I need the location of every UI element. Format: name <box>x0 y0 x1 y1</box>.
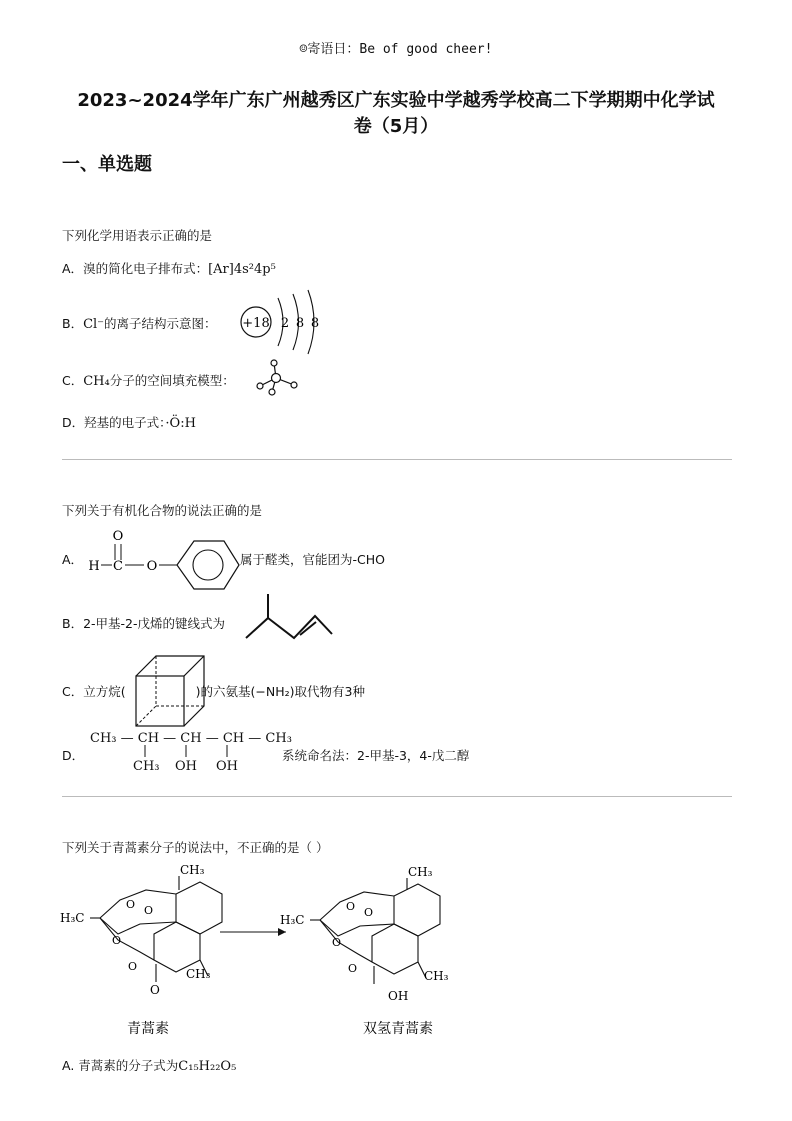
label-artemisinin-name: 青蒿素 <box>127 1021 169 1037</box>
cubane-structure <box>134 654 206 730</box>
phenyl-formate-structure <box>84 524 244 590</box>
option-prefix: A． <box>62 261 84 276</box>
shell-electrons-2: 8 <box>295 316 305 331</box>
q1-option-b <box>62 314 217 332</box>
dihydroartemisinin-structure <box>310 878 440 984</box>
q1-option-a <box>62 259 276 277</box>
formula: CH₄ <box>83 374 110 389</box>
svg-text:O: O <box>332 936 342 949</box>
q1-stem: 下列化学用语表示正确的是 <box>62 228 213 243</box>
q2-option-a-text: 属于醛类，官能团为-CHO <box>240 552 385 567</box>
q2-option-b <box>62 614 225 632</box>
option-prefix: C． <box>62 684 84 699</box>
q3-stem: 下列关于青蒿素分子的说法中，不正确的是（ ） <box>62 840 329 855</box>
divider <box>62 459 732 460</box>
shell-electrons-1: 2 <box>280 316 290 331</box>
svg-text:O: O <box>112 934 122 947</box>
option-text: 溴的简化电子排布式： <box>83 261 209 276</box>
option-prefix: D． <box>62 415 85 430</box>
substituent-hydroxyl-4: OH <box>216 759 238 774</box>
label-oh: OH <box>388 989 409 1003</box>
reaction-arrowhead <box>278 928 286 936</box>
title-line-1: 2023~2024学年广东广州越秀区广东实验中学越秀学校高二下学期期中化学试 <box>77 90 715 111</box>
atom-label-c: C <box>113 559 123 574</box>
q2-option-d-text: 系统命名法：2-甲基-3，4-戊二醇 <box>282 748 470 763</box>
label-ch3-right-molecule: CH₃ <box>424 969 449 983</box>
ion-structure-diagram <box>234 286 329 358</box>
shell-electrons-3: 8 <box>310 316 320 331</box>
option-text: 青蒿素的分子式为 <box>78 1058 179 1073</box>
atom-label-o2: O <box>146 559 158 574</box>
title-line-2: 卷（5月） <box>353 116 439 137</box>
substituent-bonds <box>90 745 280 759</box>
label-h3c: H₃C <box>60 911 85 925</box>
formula: C₁₅H₂₂O₅ <box>178 1059 237 1074</box>
q2-option-a-prefix: A． <box>62 552 84 567</box>
option-text: 羟基的电子式： <box>84 415 166 430</box>
svg-text:O: O <box>144 904 154 917</box>
substituent-methyl: CH₃ <box>133 759 160 774</box>
artemisinin-reaction-scheme <box>58 860 458 1045</box>
label-ch3-top-right-molecule: CH₃ <box>408 865 433 879</box>
substituent-hydroxyl-3: OH <box>175 759 197 774</box>
q1-option-d <box>62 413 196 431</box>
formula: [Ar]4s²4p⁵ <box>208 262 276 277</box>
skeletal-formula-2-methyl-2-pentene <box>244 590 336 644</box>
q2-option-d-prefix: D． <box>62 748 85 763</box>
label-h3c-right-molecule: H₃C <box>280 913 305 927</box>
option-text-2: )的六氨基(−NH₂)取代物有3种 <box>195 684 365 699</box>
aromatic-circle <box>193 550 223 580</box>
q2-stem: 下列关于有机化合物的说法正确的是 <box>62 503 263 518</box>
label-ch3-right: CH₃ <box>186 967 211 981</box>
label-carbonyl-o: O <box>150 983 160 997</box>
label-dihydroartemisinin-name: 双氢青蒿素 <box>363 1021 433 1037</box>
nucleus-charge: +18 <box>242 316 270 331</box>
section-heading: 一、单选题 <box>62 154 152 175</box>
option-prefix: C． <box>62 373 84 388</box>
svg-text:O: O <box>346 900 356 913</box>
ion-formula: Cl⁻ <box>83 317 105 332</box>
atom-label-h: H <box>88 559 100 574</box>
option-prefix: B． <box>62 316 84 331</box>
q1-option-c <box>62 371 235 389</box>
option-text: 分子的空间填充模型： <box>109 373 235 388</box>
svg-text:O: O <box>128 960 138 973</box>
motto-header: ☺寄语日：Be of good cheer! <box>299 42 493 57</box>
divider <box>62 796 732 797</box>
condensed-formula-main: CH₃ — CH — CH — CH — CH₃ <box>90 731 292 746</box>
option-prefix: B． <box>62 616 84 631</box>
option-text: 的离子结构示意图： <box>104 316 217 331</box>
benzene-ring <box>177 541 239 589</box>
svg-text:O: O <box>364 906 374 919</box>
option-prefix: A. <box>62 1058 79 1073</box>
formula: ·Ö:H <box>165 416 196 431</box>
option-text: 2-甲基-2-戊烯的键线式为 <box>83 616 226 631</box>
svg-text:O: O <box>126 898 136 911</box>
ch4-model-image <box>252 358 300 398</box>
option-text-1: 立方烷( <box>83 684 126 699</box>
page-title <box>40 88 752 140</box>
atom-label-o: O <box>112 529 124 544</box>
label-ch3-top: CH₃ <box>180 863 205 877</box>
q2-option-c <box>62 682 365 700</box>
q3-option-a <box>62 1056 236 1074</box>
svg-text:O: O <box>348 962 358 975</box>
